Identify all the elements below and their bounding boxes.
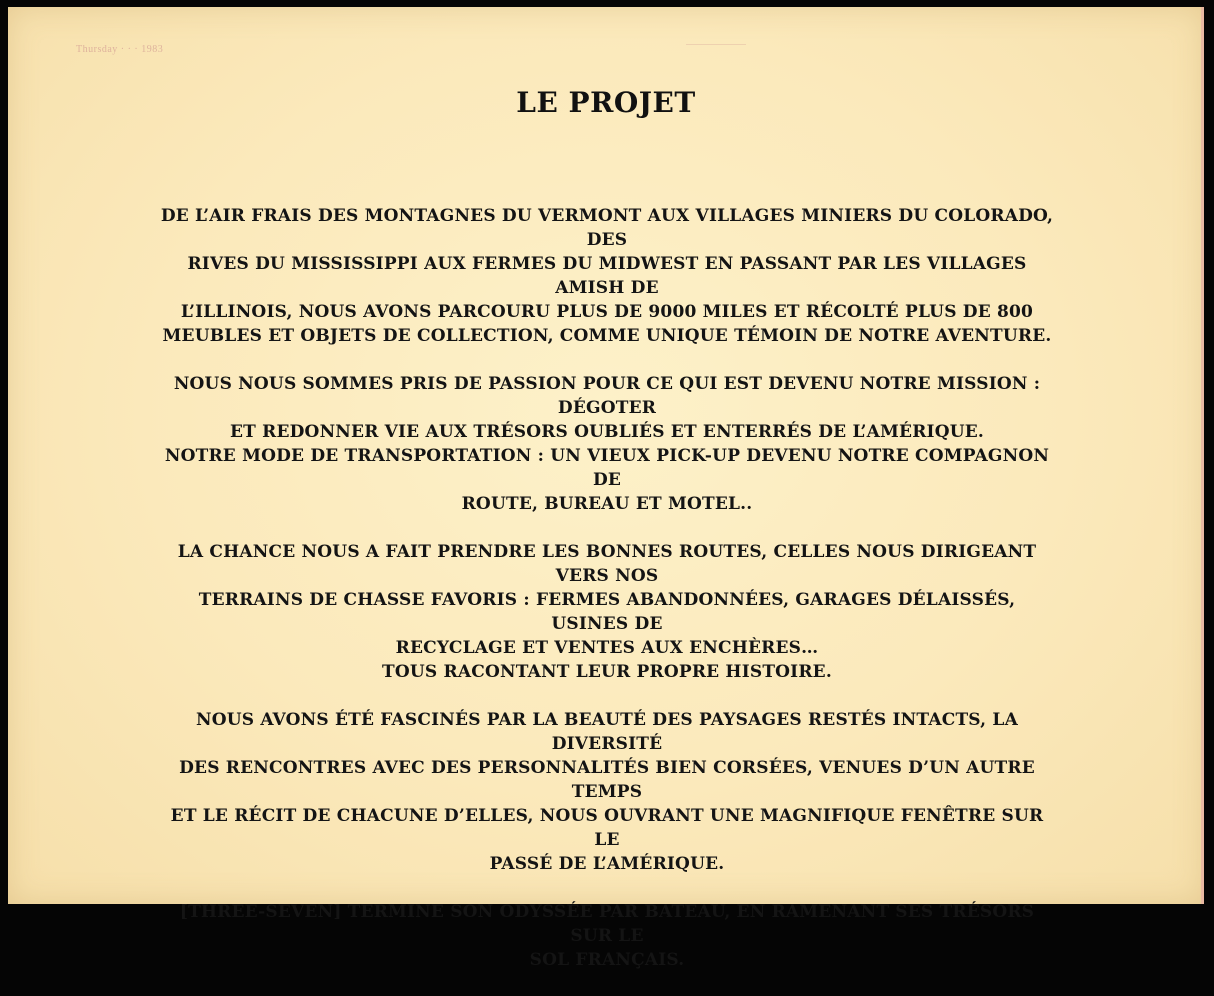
faded-mark bbox=[686, 44, 746, 51]
paragraph-hunting-grounds: LA CHANCE NOUS A FAIT PRENDRE LES BONNES ROUTES, CELLES NOUS DIRIGEANT VERS NOS TERRAINS DE CHASSE FAVORIS : FERMES ABANDONNÉES, GARAGES DÉLAISSÉS, USINES DE RECYCLAGE ET VENTES AUX ENCHÈRES… TOUS RACONTANT LEUR PROPRE HISTOIRE. bbox=[177, 542, 1037, 682]
paper-edge bbox=[1201, 7, 1204, 904]
paragraph-mission: NOUS NOUS SOMMES PRIS DE PASSION POUR CE QUI EST DEVENU NOTRE MISSION : DÉGOTER ET REDONNER VIE AUX TRÉSORS OUBLIÉS ET ENTERRÉS DE L’AMÉRIQUE. NOTRE MODE DE TRANSPORTATION : UN VIEUX PICK-UP DEVENU NOTRE COMPAGNON DE ROUTE, BUREAU ET MOTEL.. bbox=[164, 374, 1050, 514]
paragraph-encounters: NOUS AVONS ÉTÉ FASCINÉS PAR LA BEAUTÉ DES PAYSAGES RESTÉS INTACTS, LA DIVERSITÉ DES RENCONTRES AVEC DES PERSONNALITÉS BIEN CORSÉES, VENUES D’UN AUTRE TEMPS ET LE RÉCIT DE CHACUNE D’ELLES, NOUS OUVRANT UNE MAGNIFIQUE FENÊTRE SUR LE PASSÉ DE L’AMÉRIQUE. bbox=[170, 710, 1044, 874]
date-stamp: Thursday · · · 1983 bbox=[76, 44, 164, 55]
page-title: LE PROJET bbox=[516, 86, 696, 119]
paper-page bbox=[8, 7, 1204, 970]
paragraph-journey: DE L’AIR FRAIS DES MONTAGNES DU VERMONT AUX VILLAGES MINIERS DU COLORADO, DES RIVES DU MISSISSIPPI AUX FERMES DU MIDWEST EN PASSANT PAR LES VILLAGES AMISH DE L’ILLINOIS, NOUS AVONS PARCOURU PLUS DE 9000 MILES ET RÉCOLTÉ PLUS DE 800 MEUBLES ET OBJETS DE COLLECTION, COMME UNIQUE TÉMOIN DE NOTRE AVENTURE. bbox=[160, 206, 1054, 346]
paragraph-conclusion: [THREE-SEVEN] TERMINE SON ODYSSÉE PAR BATEAU, EN RAMENANT SES TRÉSORS SUR LE SOL FRANÇAIS. bbox=[179, 902, 1035, 970]
project-text bbox=[158, 204, 1056, 996]
